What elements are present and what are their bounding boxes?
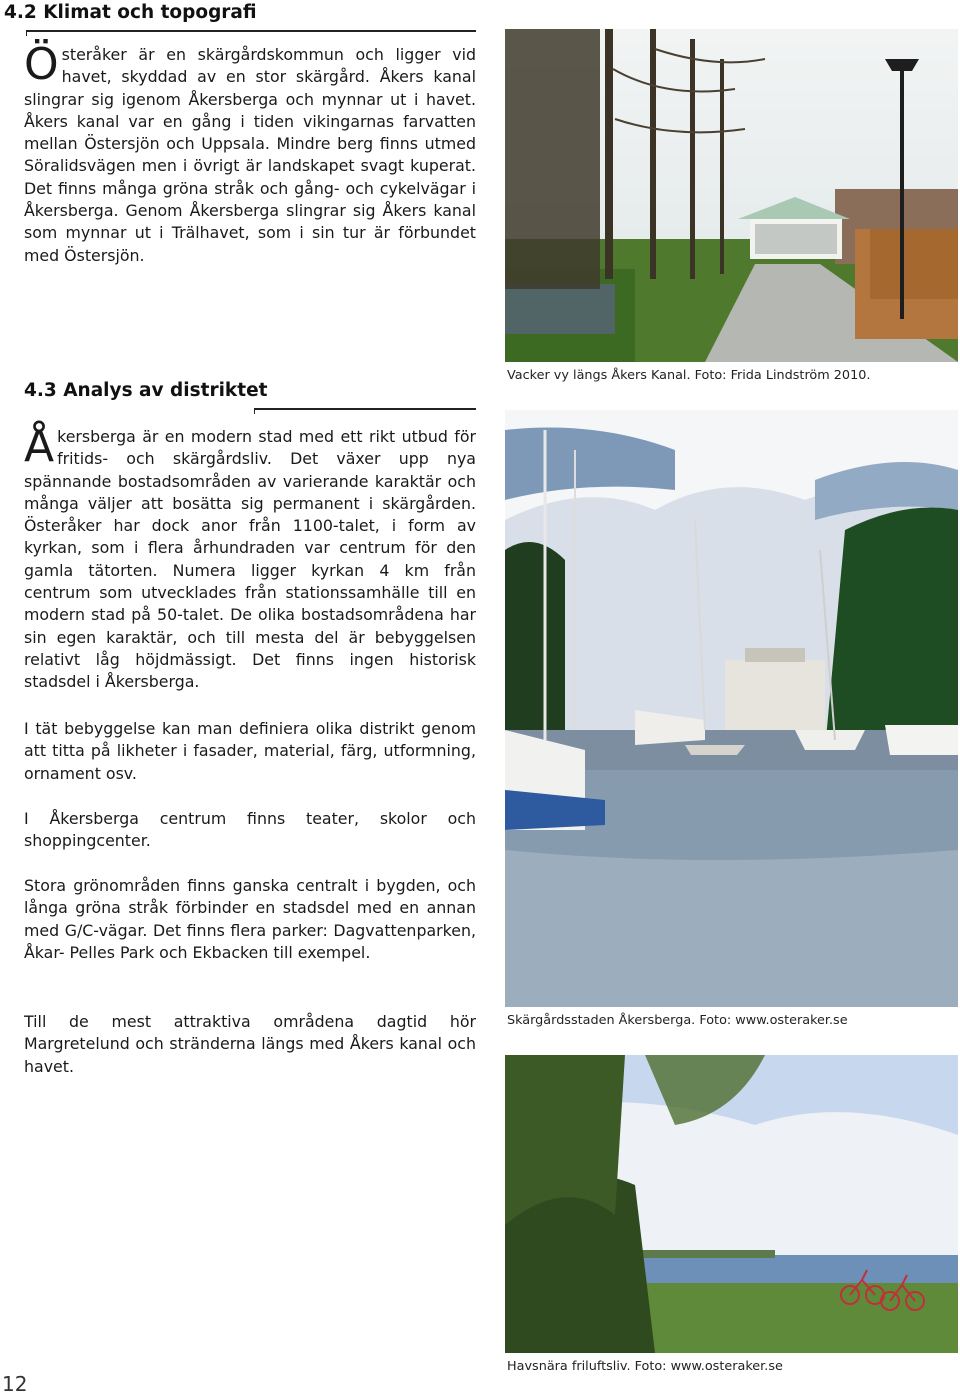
page-number: 12: [2, 1372, 28, 1396]
photo-caption: Vacker vy längs Åkers Kanal. Foto: Frida Lindström 2010.: [507, 368, 871, 383]
heading-rule: [26, 30, 476, 32]
districts-paragraph: I tät bebyggelse kan man definiera olika distrikt genom att titta på likheter i fasader, material, färg, utformning, ornament osv.: [24, 719, 476, 783]
seaside-photo: [505, 1055, 958, 1353]
photo-caption: Havsnära friluftsliv. Foto: www.osteraker.se: [507, 1359, 783, 1374]
centrum-paragraph: I Åkersberga centrum finns teater, skolor och shoppingcenter.: [24, 809, 476, 851]
heading-vertical-rule: [26, 30, 27, 36]
section-heading-analysis: 4.3 Analys av distriktet: [24, 380, 268, 401]
canal-path-photo: [505, 29, 958, 362]
climate-dropcap: Ö: [24, 39, 59, 90]
harbour-photo: [505, 410, 958, 1007]
green-areas-paragraph: Stora grönområden finns ganska centralt i bygden, och långa gröna stråk förbinder en stadsdel med en annan med G/C-vägar. Det finns flera parker: Dagvattenparken, Åkar- Pelles Park och Ekbacken till exempel.: [24, 876, 476, 962]
climate-text: steråker är en skärgårdskommun och ligger vid havet, skyddad av en stor skärgård. Åkers kanal slingrar sig igenom Åkersberga och mynnar ut i havet. Åkers kanal var en gång i tiden vikingarnas farvatten mellan Östersjön och Uppsala. Mindre berg finns utmed Söralidsvägen men i övrigt är landskapet svagt kuperat. Det finns många gröna stråk och gång- och cykelvägar i Åkersberga. Genom Åkersberga slingrar sig Åkers kanal som mynnar ut i Trälhavet, som i sin tur är förbundet med Östersjön.: [24, 45, 476, 265]
heading-vertical-rule: [254, 408, 255, 414]
analysis-dropcap: Å: [24, 421, 55, 472]
attractive-areas-paragraph: Till de mest attraktiva områdena dagtid hör Margretelund och stränderna längs med Åkers kanal och havet.: [24, 1012, 476, 1076]
heading-rule: [254, 408, 476, 410]
climate-paragraph: [24, 39, 476, 267]
photo-caption: Skärgårdsstaden Åkersberga. Foto: www.osteraker.se: [507, 1013, 848, 1028]
analysis-text: kersberga är en modern stad med ett rikt utbud för fritids- och skärgårdsliv. Det växer upp nya spännande bostadsområden av varierande karaktär och många väljer att bosätta sig permanent i skärgården. Österåker har dock anor från 1100-talet, i form av kyrkan, som i flera århundraden var centrum för den gamla tätorten. Numera ligger kyrkan 4 km från centrum som utvecklades från stationssamhälle till en modern stad på 50-talet. De olika bostadsområdena har sin egen karaktär, och till mesta del är bebyggelsen relativt låg höjdmässigt. Det finns ingen historisk stadsdel i Åkersberga.: [24, 427, 476, 692]
analysis-paragraph: [24, 421, 476, 694]
section-heading-climate: 4.2 Klimat och topografi: [4, 2, 257, 23]
